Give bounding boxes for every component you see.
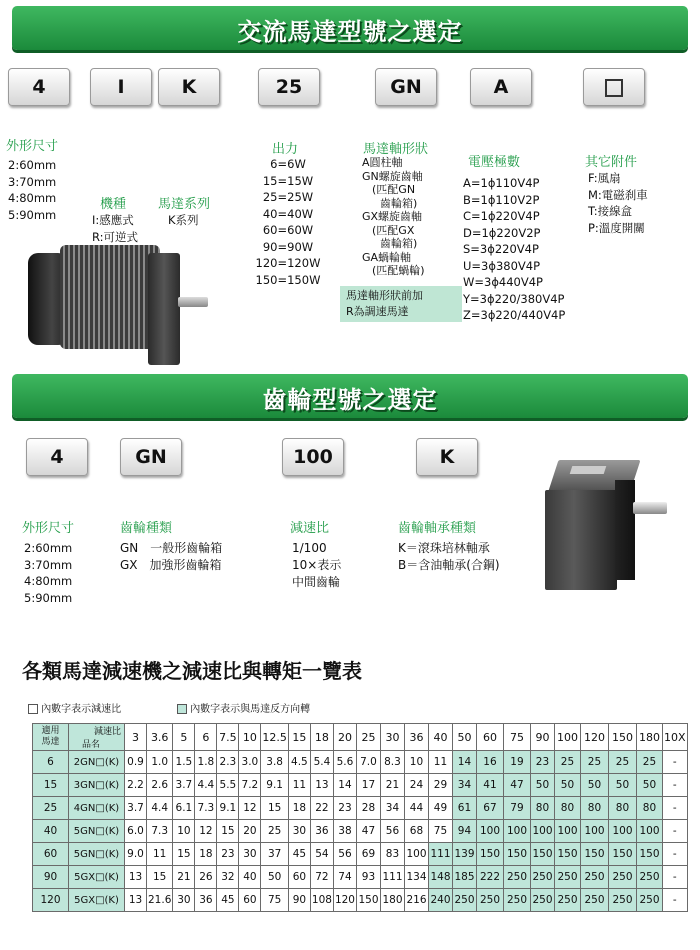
torque-cell: 13 xyxy=(125,889,147,912)
ratio-table-title: 各類馬達減速機之減速比與轉矩一覽表 xyxy=(22,659,362,683)
motor-output-cell: 90 xyxy=(33,866,69,889)
corner-motor-cell: 適用 馬達 xyxy=(33,724,69,751)
torque-cell: 72 xyxy=(310,866,333,889)
torque-cell: 20 xyxy=(239,820,261,843)
model-name-cell: 5GX□(K) xyxy=(69,866,125,889)
ratio-header-cell: 25 xyxy=(356,724,380,751)
voltage-label: 電壓極數 xyxy=(468,155,521,170)
table-row xyxy=(33,751,688,774)
torque-cell: 10 xyxy=(404,751,428,774)
torque-cell: 250 xyxy=(503,866,530,889)
torque-cell: 34 xyxy=(380,797,404,820)
gear-selection-banner xyxy=(12,374,688,418)
torque-cell: 36 xyxy=(195,889,217,912)
ratio-header-cell: 15 xyxy=(288,724,310,751)
torque-cell: 100 xyxy=(476,820,503,843)
torque-cell: 250 xyxy=(580,866,608,889)
torque-cell: 4.5 xyxy=(288,751,310,774)
torque-cell: 3.7 xyxy=(125,797,147,820)
torque-cell: 23 xyxy=(217,843,239,866)
torque-cell: 50 xyxy=(608,774,636,797)
series-list: K系列 xyxy=(168,213,199,227)
torque-cell: 25 xyxy=(554,751,580,774)
torque-cell: 40 xyxy=(239,866,261,889)
torque-cell: - xyxy=(662,797,687,820)
torque-cell: 13 xyxy=(125,866,147,889)
torque-cell: 100 xyxy=(580,820,608,843)
model-name-cell: 3GN□(K) xyxy=(69,774,125,797)
torque-cell: 12 xyxy=(195,820,217,843)
gear-size-label: 外形尺寸 xyxy=(22,521,75,536)
torque-cell: 19 xyxy=(503,751,530,774)
torque-cell: 24 xyxy=(404,774,428,797)
torque-cell: 15 xyxy=(261,797,289,820)
model-name-cell: 5GX□(K) xyxy=(69,889,125,912)
torque-cell: 150 xyxy=(530,843,554,866)
ratio-header-cell: 60 xyxy=(476,724,503,751)
motor-output-cell: 40 xyxy=(33,820,69,843)
torque-cell: 185 xyxy=(452,866,476,889)
table-header-row xyxy=(33,724,688,751)
gear-type-list: GN 一般形齒輪箱 GX 加強形齒輪箱 xyxy=(120,541,223,572)
gear-code-bearing: K xyxy=(416,438,478,476)
code-voltage: A xyxy=(470,68,532,106)
ac-motor-image xyxy=(28,245,183,363)
legend-white-swatch xyxy=(28,704,38,714)
torque-cell: 2.6 xyxy=(147,774,173,797)
torque-cell: 250 xyxy=(530,866,554,889)
torque-cell: 25 xyxy=(608,751,636,774)
torque-cell: 45 xyxy=(288,843,310,866)
torque-cell: 79 xyxy=(503,797,530,820)
torque-cell: 108 xyxy=(310,889,333,912)
torque-cell: 50 xyxy=(554,774,580,797)
torque-cell: 11 xyxy=(288,774,310,797)
torque-cell: 50 xyxy=(580,774,608,797)
torque-cell: - xyxy=(662,889,687,912)
torque-cell: 83 xyxy=(380,843,404,866)
torque-cell: 4.4 xyxy=(195,774,217,797)
torque-cell: 80 xyxy=(580,797,608,820)
ratio-header-cell: 100 xyxy=(554,724,580,751)
torque-cell: 148 xyxy=(428,866,452,889)
ratio-header-cell: 50 xyxy=(452,724,476,751)
gear-type-label: 齒輪種類 xyxy=(120,521,173,536)
torque-cell: 21.6 xyxy=(147,889,173,912)
torque-cell: 12 xyxy=(239,797,261,820)
torque-cell: 7.3 xyxy=(195,797,217,820)
table-row xyxy=(33,866,688,889)
torque-cell: 36 xyxy=(310,820,333,843)
torque-cell: 1.8 xyxy=(195,751,217,774)
torque-cell: 250 xyxy=(554,889,580,912)
torque-cell: 111 xyxy=(380,866,404,889)
torque-cell: 30 xyxy=(173,889,195,912)
blank-square-icon xyxy=(605,79,623,97)
torque-cell: 11 xyxy=(428,751,452,774)
torque-cell: 94 xyxy=(452,820,476,843)
torque-cell: 1.5 xyxy=(173,751,195,774)
torque-cell: 74 xyxy=(333,866,356,889)
torque-cell: 150 xyxy=(554,843,580,866)
torque-cell: 23 xyxy=(530,751,554,774)
torque-cell: 250 xyxy=(530,889,554,912)
torque-cell: 100 xyxy=(530,820,554,843)
accessory-label: 其它附件 xyxy=(585,155,638,170)
torque-cell: 28 xyxy=(356,797,380,820)
motor-output-cell: 60 xyxy=(33,843,69,866)
torque-cell: 56 xyxy=(333,843,356,866)
code-series: K xyxy=(158,68,220,106)
shaft-label: 馬達軸形狀 xyxy=(363,142,429,157)
torque-cell: 9.0 xyxy=(125,843,147,866)
torque-cell: 22 xyxy=(310,797,333,820)
torque-cell: 222 xyxy=(476,866,503,889)
torque-cell: 18 xyxy=(288,797,310,820)
torque-cell: 17 xyxy=(356,774,380,797)
torque-cell: 2.3 xyxy=(217,751,239,774)
ratio-header-cell: 18 xyxy=(310,724,333,751)
torque-cell: 100 xyxy=(608,820,636,843)
model-name-cell: 4GN□(K) xyxy=(69,797,125,820)
ratio-header-cell: 10 xyxy=(239,724,261,751)
torque-cell: 80 xyxy=(554,797,580,820)
torque-cell: 69 xyxy=(356,843,380,866)
torque-cell: 15 xyxy=(217,820,239,843)
gear-code-ratio: 100 xyxy=(282,438,344,476)
torque-cell: 21 xyxy=(380,774,404,797)
gear-code-size: 4 xyxy=(26,438,88,476)
torque-cell: 16 xyxy=(476,751,503,774)
torque-cell: 250 xyxy=(452,889,476,912)
torque-cell: 56 xyxy=(380,820,404,843)
torque-cell: 250 xyxy=(503,889,530,912)
torque-cell: - xyxy=(662,866,687,889)
torque-cell: 44 xyxy=(404,797,428,820)
torque-cell: 150 xyxy=(503,843,530,866)
torque-cell: 139 xyxy=(452,843,476,866)
torque-cell: - xyxy=(662,774,687,797)
torque-cell: 7.0 xyxy=(356,751,380,774)
gearbox-image xyxy=(545,452,675,592)
torque-cell: 60 xyxy=(288,866,310,889)
torque-cell: 150 xyxy=(580,843,608,866)
ratio-header-cell: 7.5 xyxy=(217,724,239,751)
torque-cell: 7.2 xyxy=(239,774,261,797)
accessory-list: F:風扇 M:電磁刹車 T:接線盒 P:溫度開關 xyxy=(588,171,648,235)
torque-cell: 61 xyxy=(452,797,476,820)
torque-cell: 7.3 xyxy=(147,820,173,843)
torque-cell: 15 xyxy=(147,866,173,889)
output-label: 出力 xyxy=(272,142,299,157)
motor-output-cell: 120 xyxy=(33,889,69,912)
torque-cell: 250 xyxy=(554,866,580,889)
torque-cell: 13 xyxy=(310,774,333,797)
torque-cell: 67 xyxy=(476,797,503,820)
torque-cell: 60 xyxy=(239,889,261,912)
table-row xyxy=(33,843,688,866)
torque-cell: 250 xyxy=(636,889,662,912)
ratio-header-cell: 180 xyxy=(636,724,662,751)
torque-cell: 80 xyxy=(608,797,636,820)
torque-cell: - xyxy=(662,843,687,866)
motor-selection-title: 交流馬達型號之選定 xyxy=(237,18,463,46)
torque-cell: 250 xyxy=(608,866,636,889)
ratio-header-cell: 5 xyxy=(173,724,195,751)
torque-cell: 5.4 xyxy=(310,751,333,774)
torque-cell: 150 xyxy=(476,843,503,866)
ratio-header-cell: 150 xyxy=(608,724,636,751)
model-name-cell: 5GN□(K) xyxy=(69,843,125,866)
torque-cell: 37 xyxy=(261,843,289,866)
torque-cell: 9.1 xyxy=(261,774,289,797)
shaft-list: A圓柱軸 GN螺旋齒軸 (匹配GN 齒輪箱) GX螺旋齒軸 (匹配GX 齒輪箱) GA蝸輪軸 (匹配蝸輪) xyxy=(362,156,425,277)
torque-cell: 1.0 xyxy=(147,751,173,774)
torque-cell: 21 xyxy=(173,866,195,889)
torque-cell: 50 xyxy=(261,866,289,889)
code-accessory xyxy=(583,68,645,106)
torque-cell: 250 xyxy=(476,889,503,912)
torque-cell: - xyxy=(662,820,687,843)
torque-cell: 6.0 xyxy=(125,820,147,843)
torque-cell: 50 xyxy=(636,774,662,797)
torque-cell: 134 xyxy=(404,866,428,889)
torque-cell: 34 xyxy=(452,774,476,797)
torque-cell: 9.1 xyxy=(217,797,239,820)
torque-cell: 150 xyxy=(356,889,380,912)
torque-cell: 23 xyxy=(333,797,356,820)
code-output: 25 xyxy=(258,68,320,106)
torque-cell: 120 xyxy=(333,889,356,912)
torque-cell: 49 xyxy=(428,797,452,820)
torque-cell: 250 xyxy=(636,866,662,889)
torque-cell: 250 xyxy=(580,889,608,912)
torque-cell: 41 xyxy=(476,774,503,797)
voltage-list: A=1ϕ110V4P B=1ϕ110V2P C=1ϕ220V4P D=1ϕ220V2P S=3ϕ220V4P U=3ϕ380V4P W=3ϕ440V4P Y=3ϕ220/380V4P Z=3ϕ220/440V4P xyxy=(463,176,566,322)
ratio-header-cell: 36 xyxy=(404,724,428,751)
torque-cell: 100 xyxy=(503,820,530,843)
torque-cell: 250 xyxy=(608,889,636,912)
model-name-cell: 2GN□(K) xyxy=(69,751,125,774)
torque-cell: 3.0 xyxy=(239,751,261,774)
torque-cell: 6.1 xyxy=(173,797,195,820)
gear-code-type: GN xyxy=(120,438,182,476)
bearing-list: K＝滾珠培林軸承 B＝含油軸承(合鋼) xyxy=(398,541,500,572)
ratio-header-cell: 3 xyxy=(125,724,147,751)
torque-cell: 150 xyxy=(636,843,662,866)
motor-output-cell: 6 xyxy=(33,751,69,774)
series-label: 馬達系列 xyxy=(158,197,211,212)
torque-cell: 3.8 xyxy=(261,751,289,774)
code-type: I xyxy=(90,68,152,106)
torque-cell: 2.2 xyxy=(125,774,147,797)
ratio-header-cell: 12.5 xyxy=(261,724,289,751)
type-label: 機種 xyxy=(100,197,127,212)
torque-cell: 29 xyxy=(428,774,452,797)
torque-cell: 5.6 xyxy=(333,751,356,774)
torque-cell: 68 xyxy=(404,820,428,843)
torque-cell: 3.7 xyxy=(173,774,195,797)
torque-cell: - xyxy=(662,751,687,774)
torque-cell: 54 xyxy=(310,843,333,866)
torque-cell: 47 xyxy=(356,820,380,843)
table-row xyxy=(33,774,688,797)
torque-cell: 30 xyxy=(239,843,261,866)
ratio-header-cell: 6 xyxy=(195,724,217,751)
torque-cell: 45 xyxy=(217,889,239,912)
torque-cell: 90 xyxy=(288,889,310,912)
torque-cell: 75 xyxy=(428,820,452,843)
torque-cell: 38 xyxy=(333,820,356,843)
ratio-header-cell: 90 xyxy=(530,724,554,751)
torque-cell: 25 xyxy=(636,751,662,774)
model-name-cell: 5GN□(K) xyxy=(69,820,125,843)
torque-cell: 150 xyxy=(608,843,636,866)
code-shaft: GN xyxy=(375,68,437,106)
torque-cell: 240 xyxy=(428,889,452,912)
torque-cell: 30 xyxy=(288,820,310,843)
torque-cell: 15 xyxy=(173,843,195,866)
motor-output-cell: 15 xyxy=(33,774,69,797)
torque-cell: 47 xyxy=(503,774,530,797)
type-list: I:感應式 R:可逆式 xyxy=(92,213,139,244)
output-list: 6=6W 15=15W 25=25W 40=40W 60=60W 90=90W 120=120W 150=150W xyxy=(255,157,321,287)
table-row xyxy=(33,797,688,820)
torque-cell: 75 xyxy=(261,889,289,912)
torque-cell: 80 xyxy=(636,797,662,820)
motor-output-cell: 25 xyxy=(33,797,69,820)
bearing-label: 齒輪軸承種類 xyxy=(398,521,477,536)
torque-cell: 14 xyxy=(452,751,476,774)
torque-cell: 4.4 xyxy=(147,797,173,820)
shaft-note: 馬達軸形狀前加 R為調速馬達 xyxy=(340,286,462,322)
torque-cell: 100 xyxy=(404,843,428,866)
torque-cell: 26 xyxy=(195,866,217,889)
torque-cell: 93 xyxy=(356,866,380,889)
torque-cell: 0.9 xyxy=(125,751,147,774)
torque-cell: 18 xyxy=(195,843,217,866)
legend-ratio: 內數字表示減速比 xyxy=(28,700,121,715)
torque-cell: 25 xyxy=(580,751,608,774)
torque-cell: 180 xyxy=(380,889,404,912)
torque-cell: 50 xyxy=(530,774,554,797)
torque-cell: 100 xyxy=(636,820,662,843)
legend-reverse: 內數字表示與馬達反方向轉 xyxy=(177,700,310,715)
ratio-header-cell: 40 xyxy=(428,724,452,751)
torque-cell: 14 xyxy=(333,774,356,797)
size-label: 外形尺寸 xyxy=(6,139,59,154)
motor-selection-banner xyxy=(12,6,688,50)
table-row xyxy=(33,820,688,843)
ratio-header-cell: 30 xyxy=(380,724,404,751)
corner-name-cell: 減速比 品名 xyxy=(69,724,125,751)
ratio-torque-table xyxy=(32,723,688,912)
ratio-header-cell: 10X xyxy=(662,724,687,751)
table-row xyxy=(33,889,688,912)
ratio-header-cell: 20 xyxy=(333,724,356,751)
ratio-header-cell: 3.6 xyxy=(147,724,173,751)
gear-selection-title: 齒輪型號之選定 xyxy=(262,386,438,414)
torque-cell: 8.3 xyxy=(380,751,404,774)
gear-ratio-label: 減速比 xyxy=(290,521,330,536)
torque-cell: 11 xyxy=(147,843,173,866)
torque-cell: 5.5 xyxy=(217,774,239,797)
torque-cell: 216 xyxy=(404,889,428,912)
size-list: 2:60mm 3:70mm 4:80mm 5:90mm xyxy=(8,158,57,222)
gear-ratio-list: 1/100 10×表示 中間齒輪 xyxy=(292,541,342,589)
torque-cell: 10 xyxy=(173,820,195,843)
torque-cell: 111 xyxy=(428,843,452,866)
ratio-header-cell: 75 xyxy=(503,724,530,751)
torque-cell: 25 xyxy=(261,820,289,843)
torque-cell: 32 xyxy=(217,866,239,889)
legend-green-swatch xyxy=(177,704,187,714)
ratio-header-cell: 120 xyxy=(580,724,608,751)
torque-cell: 100 xyxy=(554,820,580,843)
torque-cell: 80 xyxy=(530,797,554,820)
code-size: 4 xyxy=(8,68,70,106)
gear-size-list: 2:60mm 3:70mm 4:80mm 5:90mm xyxy=(24,541,73,605)
